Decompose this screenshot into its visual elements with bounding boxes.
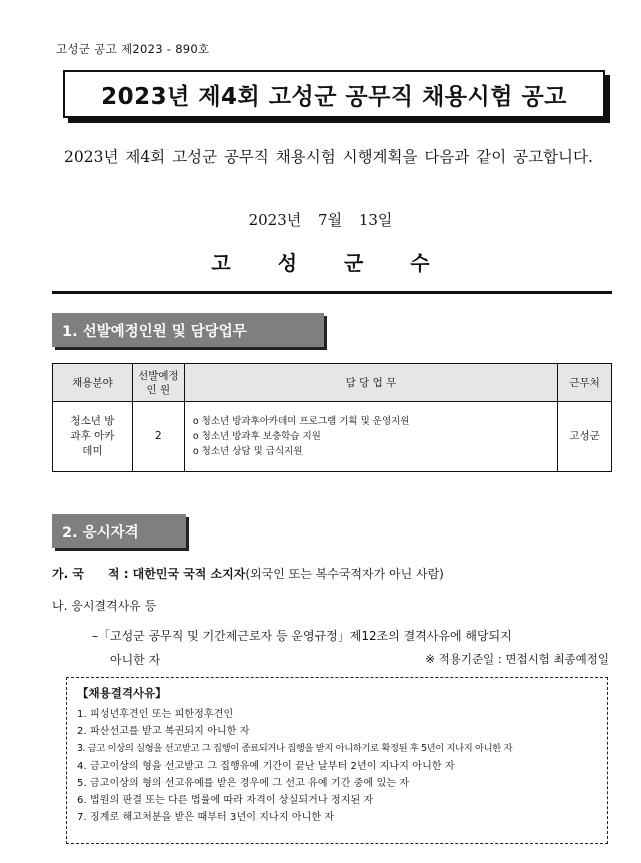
cell-workplace: 고성군 — [558, 402, 612, 472]
table-row — [53, 402, 612, 472]
divider-rule — [52, 291, 612, 294]
disqualification-box-title: 【채용결격사유】 — [77, 686, 167, 700]
list-item: 3. 금고 이상의 실형을 선고받고 그 집행이 종료되거나 집행을 받지 아니하기로 확정된 후 5년이 지나지 아니한 자 — [77, 743, 513, 755]
legal-clause-continued: 아니한 자 — [110, 653, 161, 667]
duty-item: o 청소년 방과후아카데미 프로그램 기획 및 운영지원 — [192, 416, 410, 427]
legal-clause: –「고성군 공무직 및 기간제근로자 등 운영규정」제12조의 결격사유에 해당되지 — [92, 629, 512, 643]
title-box — [63, 70, 605, 118]
cell-field: 청소년 방과후 아카데미 — [53, 402, 133, 472]
cell-duties — [184, 402, 557, 472]
table-header-row — [53, 364, 612, 402]
list-item: 6. 법원의 판결 또는 다른 법률에 따라 자격이 상실되거나 정지된 자 — [77, 795, 374, 807]
issuer-name: 고 성 군 수 — [211, 251, 450, 275]
header-count: 선발예정 인 원 — [132, 364, 184, 402]
list-item: 2. 파산선고를 받고 복권되지 아니한 자 — [77, 726, 250, 738]
duty-item: o 청소년 방과후 보충학습 지원 — [192, 431, 321, 442]
header-field: 채용분야 — [53, 364, 133, 402]
announcement-date: 2023년 7월 13일 — [248, 211, 393, 229]
list-item: 7. 징계로 해고처분을 받은 때부터 3년이 지나지 아니한 자 — [77, 812, 335, 824]
page-title: 2023년 제4회 고성군 공무직 채용시험 공고 — [101, 83, 567, 110]
intro-paragraph: 2023년 제4회 고성군 공무직 채용시험 시행계획을 다음과 같이 공고합니다. — [64, 148, 593, 166]
list-item: 5. 금고이상의 형의 선고유예를 받은 경우에 그 선고 유예 기간 중에 있는 자 — [77, 777, 410, 789]
disqualification-box — [66, 677, 608, 844]
section-1-heading: 1. 선발예정인원 및 담당업무 — [52, 313, 324, 347]
nationality-line — [52, 565, 444, 582]
header-workplace: 근무처 — [558, 364, 612, 402]
disqualification-heading: 나. 응시결격사유 등 — [52, 599, 157, 613]
nationality-note: (외국인 또는 복수국적자가 아닌 사람) — [245, 567, 444, 581]
section-2-heading: 2. 응시자격 — [52, 514, 186, 548]
list-item: 1. 피성년후견인 또는 피한정후견인 — [77, 709, 234, 720]
notice-number: 고성군 공고 제2023 - 890호 — [56, 42, 210, 56]
list-item: 4. 금고이상의 형을 선고받고 그 집행유예 기간이 끝난 날부터 2년이 지나지 아니한 자 — [77, 760, 455, 772]
duty-table — [52, 363, 612, 472]
cell-count: 2 — [132, 402, 184, 472]
nationality-label: 가. 국 적 : 대한민국 국적 소지자 — [52, 567, 246, 581]
header-duties: 담 당 업 무 — [184, 364, 557, 402]
duty-item: o 청소년 상담 및 급식지원 — [192, 446, 303, 457]
reference-date-note: ※ 적용기준일 : 면접시험 최종예정일 — [425, 652, 609, 666]
